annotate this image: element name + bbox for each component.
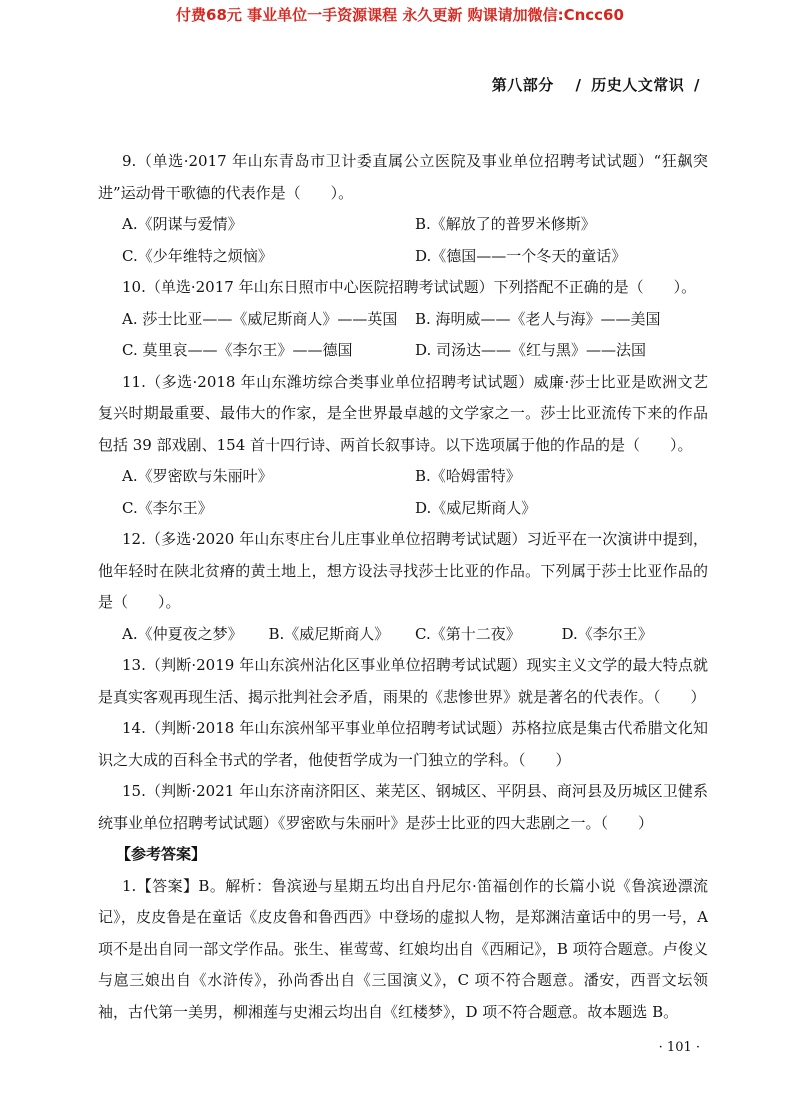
part-label: 第八部分 — [491, 76, 554, 94]
question-14: 14.（判断·2018 年山东滨州邹平事业单位招聘考试试题）苏格拉底是集古代希腊文化知识之大成的百科全书式的学者，他使哲学成为一门独立的学科。（ ） — [98, 719, 708, 769]
option-a: A.《罗密欧与朱丽叶》 — [122, 467, 273, 485]
option-b: B.《威尼斯商人》 — [268, 624, 390, 643]
options-row — [98, 241, 708, 273]
option-c: C.《少年维特之烦恼》 — [122, 246, 273, 265]
section-label: 历史人文常识 — [591, 76, 685, 94]
option-a: A.《仲夏夜之梦》 — [122, 624, 243, 643]
option-b: B.《哈姆雷特》 — [415, 467, 521, 485]
answers-heading: 【参考答案】 — [116, 845, 207, 863]
options-row — [98, 619, 708, 651]
page-number: · 101 · — [658, 1040, 700, 1055]
option-d: D.《威尼斯商人》 — [415, 498, 537, 517]
header-separator-end: / — [694, 76, 700, 94]
promo-banner: 付费68元 事业单位一手资源课程 永久更新 购课请加微信:Cncc60 — [176, 6, 624, 24]
options-row — [98, 304, 708, 336]
answer-1: 1.【答案】B。解析：鲁滨逊与星期五均出自丹尼尔·笛福创作的长篇小说《鲁滨逊漂流记》，皮皮鲁是在童话《皮皮鲁和鲁西西》中登场的虚拟人物，是郑渊洁童话中的男一号，A 项不是出自同一部文学作品。张生、崔莺莺、红娘均出自《西厢记》，B 项符合题意。卢俊义与扈三娘出自《水浒传》，孙尚香出自《三国演义》，C 项不符合题意。潘安，西晋文坛领袖，古代第一美男，柳湘莲与史湘云均出自《红楼梦》，D 项不符合题意。故本题选 B。 — [98, 876, 708, 1021]
options-row — [98, 461, 708, 493]
option-c: C.《李尔王》 — [122, 498, 213, 517]
question-9: 9.（单选·2017 年山东青岛市卫计委直属公立医院及事业单位招聘考试试题）“狂飙突进”运动骨干歌德的代表作是（ ）。 — [98, 152, 708, 202]
options-row — [98, 209, 708, 241]
option-c: C. 莫里哀——《李尔王》——德国 — [122, 341, 353, 359]
question-11: 11.（多选·2018 年山东潍坊综合类事业单位招聘考试试题）威廉·莎士比亚是欧洲文艺复兴时期最重要、最伟大的作家，是全世界最卓越的文学家之一。莎士比亚流传下来的作品包括 39 部戏剧、154 首十四行诗、两首长叙事诗。以下选项属于他的作品的是（ ）。 — [98, 372, 708, 454]
page-content — [98, 146, 708, 1028]
option-a: A. 莎士比亚——《威尼斯商人》——英国 — [122, 309, 398, 328]
option-a: A.《阴谋与爱情》 — [122, 215, 243, 233]
option-b: B. 海明威——《老人与海》——美国 — [415, 309, 661, 328]
options-row — [98, 493, 708, 525]
option-c: C.《第十二夜》 — [415, 624, 521, 643]
running-header — [492, 74, 700, 95]
question-12: 12.（多选·2020 年山东枣庄台儿庄事业单位招聘考试试题）习近平在一次演讲中提到，他年轻时在陕北贫瘠的黄土地上，想方设法寻找莎士比亚的作品。下列属于莎士比亚作品的是（ ）。 — [98, 530, 708, 611]
option-b: B.《解放了的普罗米修斯》 — [415, 215, 596, 233]
options-row — [98, 335, 708, 367]
question-10: 10.（单选·2017 年山东日照市中心医院招聘考试试题）下列搭配不正确的是（ ）。 — [122, 278, 697, 296]
option-d: D.《德国——一个冬天的童话》 — [415, 246, 627, 265]
header-separator: / — [575, 76, 582, 94]
option-d: D.《李尔王》 — [561, 624, 653, 643]
question-13: 13.（判断·2019 年山东滨州沾化区事业单位招聘考试试题）现实主义文学的最大特点就是真实客观再现生活、揭示批判社会矛盾，雨果的《悲惨世界》就是著名的代表作。（ ） — [98, 656, 708, 706]
question-15: 15.（判断·2021 年山东济南济阳区、莱芜区、钢城区、平阴县、商河县及历城区卫健系统事业单位招聘考试试题）《罗密欧与朱丽叶》是莎士比亚的四大悲剧之一。（ ） — [98, 782, 708, 832]
option-d: D. 司汤达——《红与黑》——法国 — [415, 341, 647, 359]
